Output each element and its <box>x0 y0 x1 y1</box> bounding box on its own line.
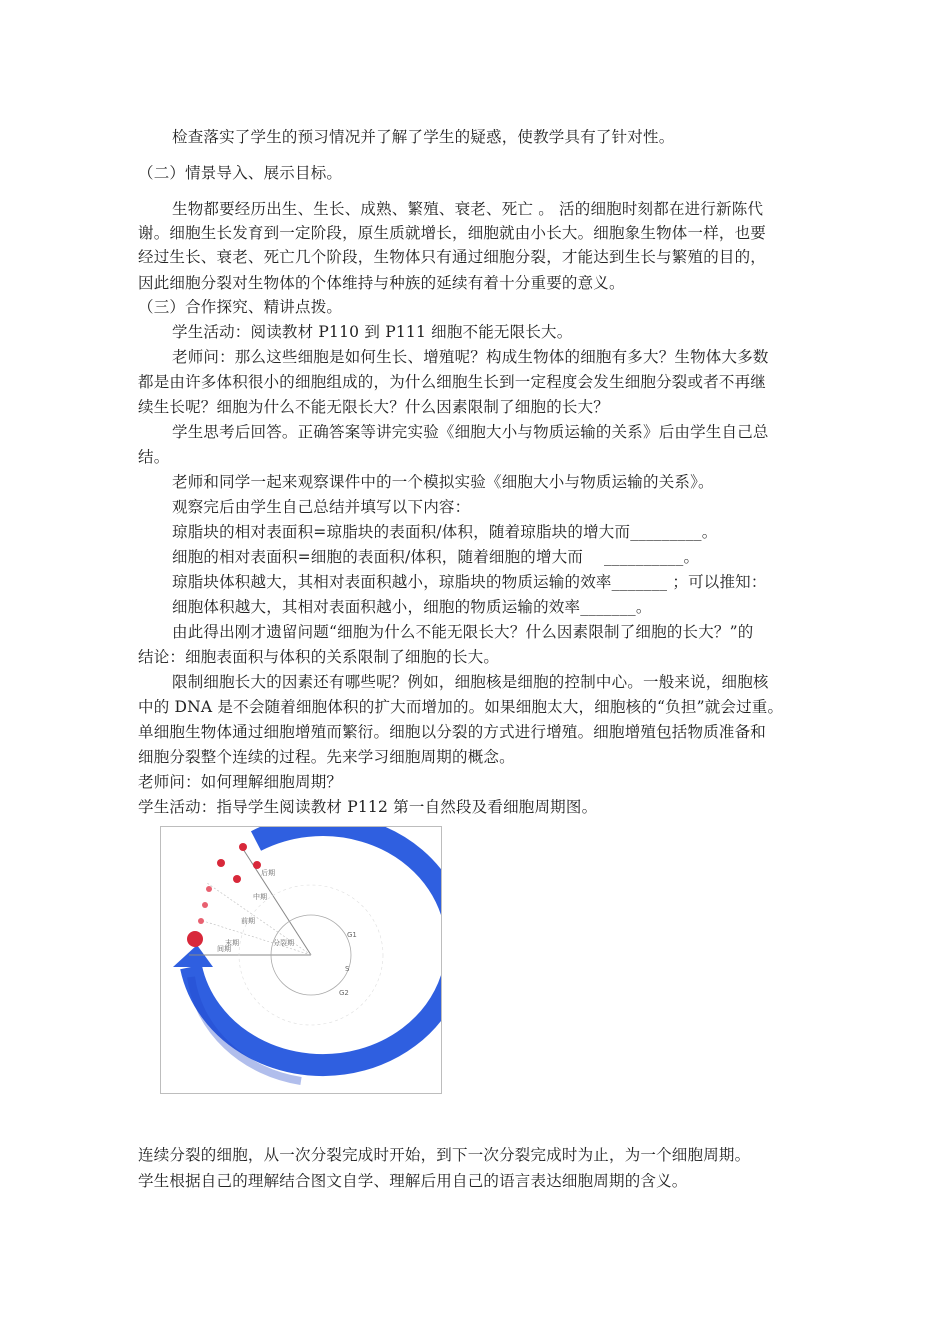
fill-blank-line: 琼脂块的相对表面积=琼脂块的表面积/体积，随着琼脂块的增大而_________。 <box>172 523 718 541</box>
text-line: 经过生长、衰老、死亡几个阶段，生物体只有通过细胞分裂，才能达到生长与繁殖的目的， <box>138 248 767 266</box>
dividing-cell <box>202 902 208 908</box>
text-line: 都是由许多体积很小的细胞组成的，为什么细胞生长到一定程度会发生细胞分裂或者不再继 <box>138 373 767 391</box>
fill-blank-line: 琼脂块体积越大，其相对表面积越小，琼脂块的物质运输的效率_______ ；可以推知： <box>172 573 767 591</box>
text-line: 学生活动：阅读教材 P110 到 P111 细胞不能无限长大。 <box>172 323 573 341</box>
dividing-cell <box>239 843 247 851</box>
interphase-cell <box>187 931 203 947</box>
text-line: 结。 <box>138 448 170 466</box>
text-line: 限制细胞长大的因素还有哪些呢？例如，细胞核是细胞的控制中心。一般来说，细胞核 <box>172 673 769 691</box>
fill-blank-line: 细胞的相对表面积=细胞的表面积/体积，随着细胞的增大而 __________。 <box>172 548 700 566</box>
text-line: 连续分裂的细胞，从一次分裂完成时开始，到下一次分裂完成时为止，为一个细胞周期。 <box>138 1146 751 1164</box>
phase-label: 前期 <box>241 917 255 925</box>
text-line: 生物都要经历出生、生长、成熟、繁殖、衰老、死亡 。 活的细胞时刻都在进行新陈代 <box>172 200 764 218</box>
text-line: 老师和同学一起来观察课件中的一个模拟实验《细胞大小与物质运输的关系》。 <box>172 473 714 491</box>
cycle-arrow-head <box>173 945 213 967</box>
text-line: 结论：细胞表面积与体积的关系限制了细胞的长大。 <box>138 648 500 666</box>
text-line: 学生根据自己的理解结合图文自学、理解后用自己的语言表达细胞周期的含义。 <box>138 1172 688 1190</box>
cell-cycle-diagram <box>161 827 441 1093</box>
text-line: 续生长呢？细胞为什么不能无限长大？什么因素限制了细胞的长大？ <box>138 398 610 416</box>
text-line: 观察完后由学生自己总结并填写以下内容： <box>172 498 471 516</box>
phase-label: G1 <box>347 931 357 939</box>
text-line: 单细胞生物体通过细胞增殖而繁衍。细胞以分裂的方式进行增殖。细胞增殖包括物质准备和 <box>138 723 767 741</box>
dividing-cell <box>206 886 212 892</box>
cell-cycle-figure <box>160 826 442 1094</box>
text-line: 细胞分裂整个连续的过程。先来学习细胞周期的概念。 <box>138 748 515 766</box>
phase-label: 后期 <box>261 869 275 877</box>
text-line: 中的 DNA 是不会随着细胞体积的扩大而增加的。如果细胞太大，细胞核的“负担”就会过重。 <box>138 698 784 716</box>
text-line: 学生活动：指导学生阅读教材 P112 第一自然段及看细胞周期图。 <box>138 798 598 816</box>
phase-label: 末期 <box>225 939 239 947</box>
section-heading: （二）情景导入、展示目标。 <box>138 164 343 182</box>
dividing-cell <box>198 918 204 924</box>
text-line: 检查落实了学生的预习情况并了解了学生的疑惑，使教学具有了针对性。 <box>172 128 675 146</box>
text-line: 因此细胞分裂对生物体的个体维持与种族的延续有着十分重要的意义。 <box>138 274 625 292</box>
phase-label: S <box>345 965 350 973</box>
text-line: 老师问：那么这些细胞是如何生长、增殖呢？构成生物体的细胞有多大？生物体大多数 <box>172 348 769 366</box>
phase-label: 中期 <box>253 893 267 901</box>
phase-label: G2 <box>339 989 349 997</box>
fill-blank-line: 细胞体积越大，其相对表面积越小，细胞的物质运输的效率_______。 <box>172 598 652 616</box>
dividing-cell <box>233 875 241 883</box>
phase-label: 间期 <box>217 945 231 953</box>
dividing-cell <box>253 861 261 869</box>
section-heading: （三）合作探究、精讲点拨。 <box>138 298 343 316</box>
text-line: 谢。细胞生长发育到一定阶段，原生质就增长，细胞就由小长大。细胞象生物体一样，也要 <box>138 224 767 242</box>
text-line: 学生思考后回答。正确答案等讲完实验《细胞大小与物质运输的关系》后由学生自己总 <box>172 423 769 441</box>
text-line: 由此得出刚才遗留问题“细胞为什么不能无限长大？什么因素限制了细胞的长大？”的 <box>172 623 754 641</box>
phase-label: 分裂期 <box>273 939 294 947</box>
text-line: 老师问：如何理解细胞周期？ <box>138 773 343 791</box>
dividing-cell <box>217 859 225 867</box>
